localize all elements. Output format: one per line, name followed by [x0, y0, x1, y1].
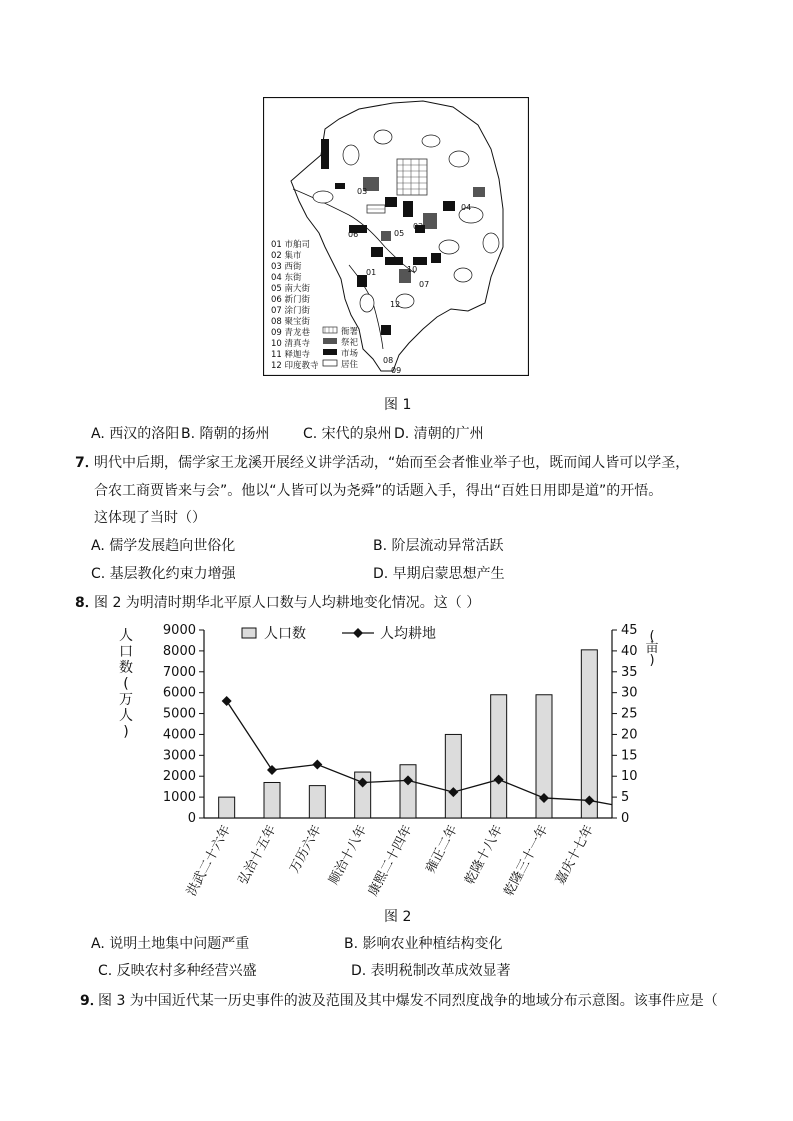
key-label: 衙署: [341, 327, 359, 337]
right-tick-label: 10: [621, 769, 638, 785]
bar-population: [400, 765, 416, 818]
market-block: [335, 183, 345, 189]
map-code-label: 06: [348, 230, 359, 239]
left-tick-label: 6000: [162, 685, 196, 701]
legend-item: 09 青龙巷: [271, 328, 311, 338]
q7-number: 7．: [75, 455, 99, 471]
x-tick-label: 乾隆三十一年: [501, 822, 552, 899]
map-code-label: 03: [357, 187, 368, 196]
q7-stem-line1: 明代中后期，儒学家王龙溪开展经义讲学活动，“始而至会者惟业举子也，既而闻人皆可以学圣，: [94, 455, 690, 471]
point-arable-land: [312, 760, 322, 770]
x-tick-label: 弘治十五年: [235, 822, 280, 888]
residential-block: [374, 130, 392, 144]
q6-option-a[interactable]: A. 西汉的洛阳: [91, 426, 180, 442]
q8-option-c[interactable]: C. 反映农村多种经营兴盛: [98, 963, 257, 979]
key-swatch-ritual: [323, 338, 337, 344]
left-tick-label: 8000: [162, 643, 196, 659]
left-axis-label-char: ): [123, 724, 129, 740]
market-block: [413, 257, 427, 265]
chart-svg: [112, 618, 670, 908]
x-tick-label: 康熙二十四年: [365, 822, 416, 899]
x-tick-label: 顺治十八年: [326, 822, 371, 888]
residential-block: [343, 145, 359, 165]
residential-block: [439, 240, 459, 254]
map-svg: [263, 97, 529, 376]
q8-option-b[interactable]: B. 影响农业种植结构变化: [344, 936, 503, 952]
right-tick-label: 35: [621, 664, 638, 680]
residential-block: [483, 233, 499, 253]
map-code-label: 10: [407, 265, 418, 274]
figure2-caption: 图 2: [384, 909, 412, 925]
q7-option-c[interactable]: C. 基层教化约束力增强: [91, 566, 236, 582]
q8-option-d[interactable]: D. 表明税制改革成效显著: [351, 963, 511, 979]
residential-block: [313, 191, 333, 203]
q6-option-b[interactable]: B. 隋朝的扬州: [181, 426, 270, 442]
figure1-caption: 图 1: [384, 397, 412, 413]
q6-option-d[interactable]: D. 清朝的广州: [394, 426, 484, 442]
market-block: [385, 197, 397, 207]
q9-stem: 图 3 为中国近代某一历史事件的波及范围及其中爆发不同烈度战争的地域分布示意图。该事件应是（: [98, 993, 718, 1009]
q7-option-a[interactable]: A. 儒学发展趋向世俗化: [91, 538, 236, 554]
line-arable-land: [227, 701, 612, 805]
bar-population: [264, 782, 280, 818]
legend-item: 05 南大街: [271, 284, 311, 294]
market-block: [371, 247, 383, 257]
key-swatch-market: [323, 349, 337, 355]
left-tick-label: 2000: [162, 769, 196, 785]
x-tick-label: 雍正二年: [423, 822, 461, 876]
key-label: 祭祀: [341, 338, 359, 348]
q8-option-a[interactable]: A. 说明土地集中问题严重: [91, 936, 250, 952]
map-code-label: 07: [419, 280, 430, 289]
legend-item: 07 涂门街: [271, 306, 311, 316]
map-code-label: 12: [390, 300, 401, 309]
q7-option-d[interactable]: D. 早期启蒙思想产生: [373, 566, 505, 582]
ritual-block: [423, 213, 437, 229]
point-arable-land: [222, 696, 232, 706]
map-code-label: 08: [383, 356, 394, 365]
left-axis-label-char: (: [123, 676, 129, 692]
q8-stem: 图 2 为明清时期华北平原人口数与人均耕地变化情况。这（ ）: [94, 595, 481, 611]
right-axis-label-char: ): [649, 653, 655, 668]
legend-item: 12 印度教寺: [271, 361, 319, 371]
bar-population: [491, 695, 507, 818]
point-arable-land: [267, 765, 277, 775]
left-tick-label: 7000: [162, 664, 196, 680]
right-tick-label: 30: [621, 685, 638, 701]
left-axis-label-char: 人: [119, 628, 133, 644]
q7-option-b[interactable]: B. 阶层流动异常活跃: [373, 538, 504, 554]
left-tick-label: 4000: [162, 727, 196, 743]
legend-item: 11 释迦寺: [271, 350, 311, 360]
x-tick-label: 乾隆十八年: [462, 822, 507, 888]
right-tick-label: 40: [621, 643, 638, 659]
market-block: [431, 253, 441, 263]
right-tick-label: 20: [621, 727, 638, 743]
legend-item: 02 集市: [271, 251, 302, 261]
bar-population: [309, 786, 325, 818]
legend-item: 10 清真寺: [271, 339, 311, 349]
legend-item: 06 新门街: [271, 295, 311, 305]
left-tick-label: 1000: [162, 790, 196, 806]
residential-block: [449, 151, 469, 167]
bar-population: [219, 797, 235, 818]
left-tick-label: 0: [187, 811, 196, 826]
key-label: 市场: [341, 349, 359, 359]
market-block: [381, 325, 391, 335]
legend-item: 04 东街: [271, 273, 302, 283]
legend-marker-arable-land: [353, 628, 363, 638]
right-tick-label: 5: [621, 790, 630, 806]
left-axis-label-char: 万: [119, 692, 133, 708]
x-tick-label: 嘉庆十七年: [553, 822, 597, 888]
residential-block: [422, 135, 440, 147]
ritual-block: [381, 231, 391, 241]
left-tick-label: 5000: [162, 706, 196, 722]
market-block: [385, 257, 403, 265]
map-code-label: 05: [394, 229, 405, 238]
q7-stem-line3: 这体现了当时（）: [94, 510, 206, 526]
map-code-label: 02: [413, 222, 424, 231]
x-tick-label: 万历六年: [287, 822, 325, 876]
legend-item: 03 西街: [271, 262, 302, 272]
map-code-label: 01: [366, 268, 377, 277]
right-tick-label: 45: [621, 623, 638, 638]
ritual-block: [473, 187, 485, 197]
key-swatch-residential: [323, 360, 337, 366]
left-axis-label-char: 人: [119, 708, 133, 724]
q9-number: 9．: [80, 993, 104, 1009]
right-axis-label-char: (: [649, 629, 655, 644]
q6-option-c[interactable]: C. 宋代的泉州: [303, 426, 392, 442]
left-tick-label: 9000: [162, 623, 196, 638]
right-tick-label: 0: [621, 811, 630, 826]
left-axis-label-char: 口: [119, 644, 133, 660]
market-block: [443, 201, 455, 211]
residential-block: [454, 268, 472, 282]
legend-item: 08 聚宝街: [271, 317, 311, 327]
legend-item: 01 市舶司: [271, 240, 311, 250]
right-tick-label: 15: [621, 748, 638, 764]
key-label: 居住: [341, 360, 359, 370]
x-tick-label: 洪武二十六年: [184, 822, 235, 899]
right-tick-label: 25: [621, 706, 638, 722]
q7-stem-line2: 合农工商贾皆来与会”。他以“人皆可以为尧舜”的话题入手，得出“百姓日用即是道”的开悟。: [94, 483, 663, 499]
map-code-label: 04: [461, 203, 472, 212]
figure2-chart: [112, 618, 670, 908]
figure1-map: [263, 97, 529, 376]
legend-label-arable-land: 人均耕地: [380, 626, 436, 642]
legend-swatch-population: [242, 628, 256, 638]
left-tick-label: 3000: [162, 748, 196, 764]
right-axis-label-char: 亩: [645, 641, 659, 656]
bar-population: [445, 734, 461, 818]
legend-label-population: 人口数: [264, 626, 306, 642]
bar-population: [581, 650, 597, 818]
map-code-label: 09: [391, 366, 402, 375]
market-block: [321, 139, 329, 169]
left-axis-label-char: 数: [119, 660, 133, 676]
market-block: [403, 201, 413, 217]
residential-block: [360, 294, 374, 312]
q8-number: 8．: [75, 595, 99, 611]
